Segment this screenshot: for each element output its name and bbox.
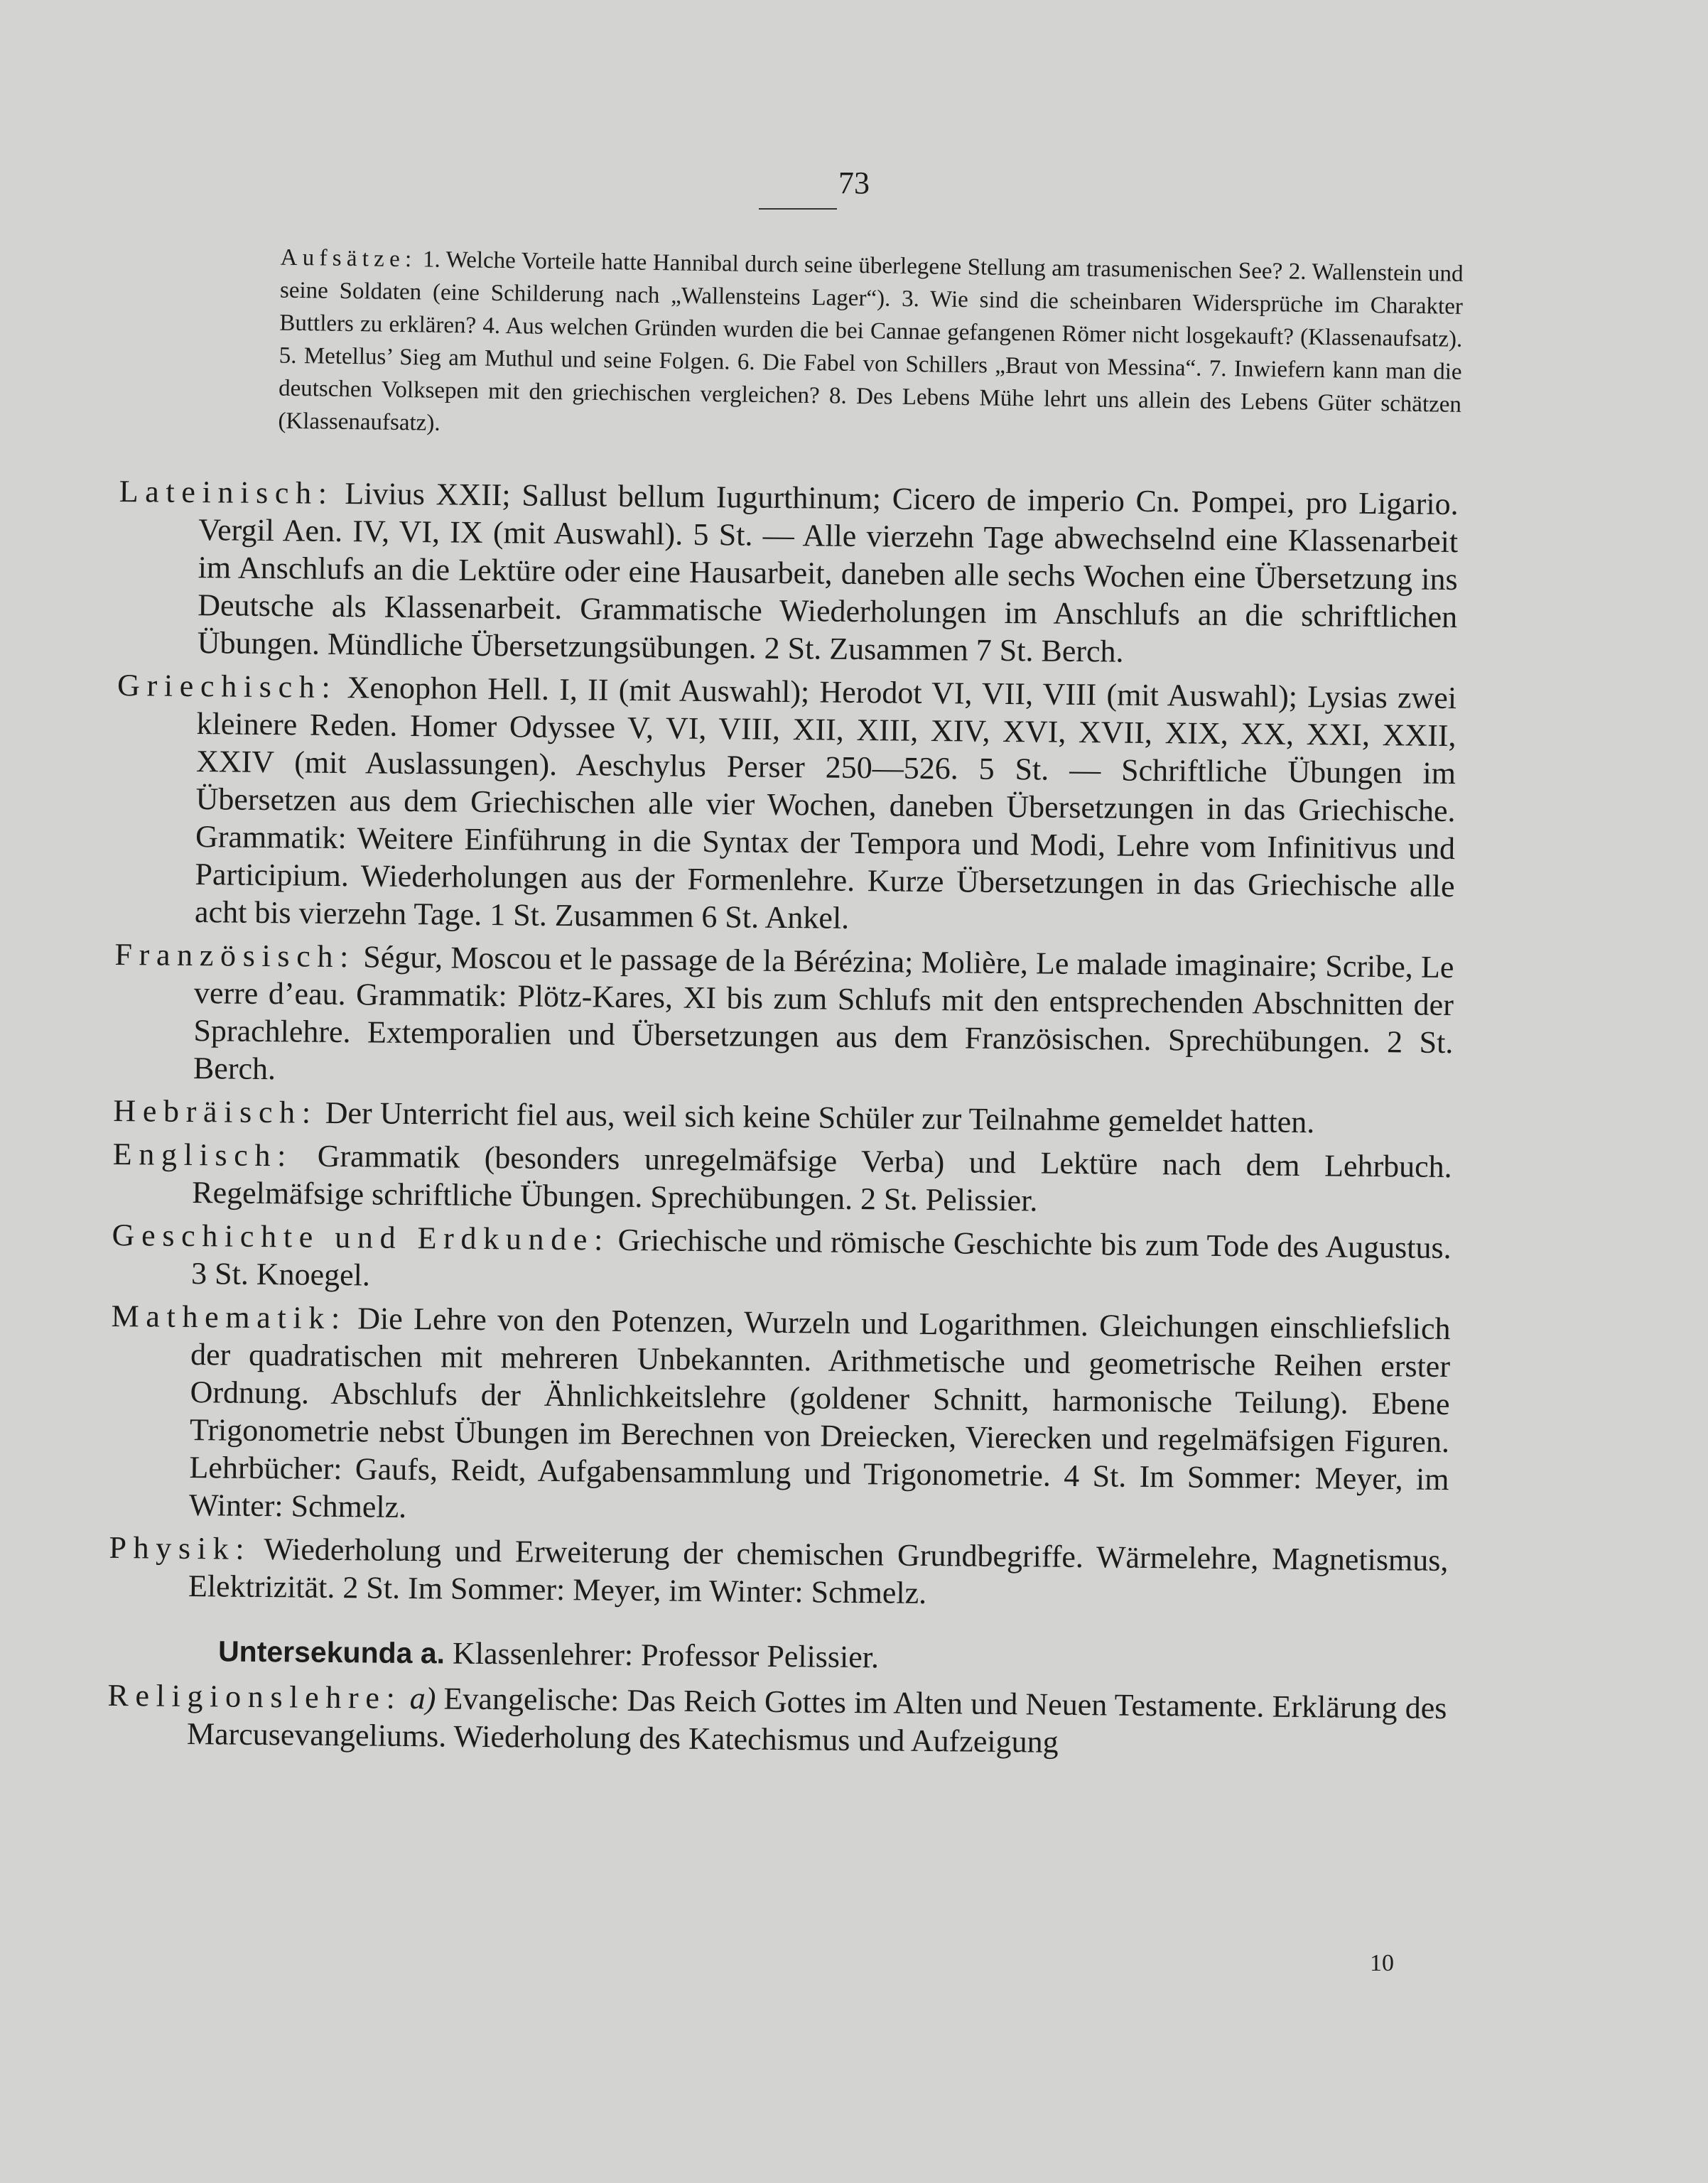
signature-mark: 10 [1370,1950,1394,1976]
subject-label: Hebräisch: [113,1093,318,1130]
subject-french [114,936,1454,1099]
subject-text: Xenophon Hell. I, II (mit Auswahl); Herodot VI, VII, VIII (mit Auswahl); Lysias zwei kleinere Reden. Homer Odyssee V, VI, VIII, XII, XIII, XIV, XVI, XVII, XIX, XX, XXI, XXII, XXIV (mit Auslassungen). Aeschylus Perser 250—526. 5 St. — Schriftliche Übungen im Übersetzen aus dem Griechischen alle vier Wochen, daneben Übersetzungen in das Griechische. Grammatik: Weitere Einführung in die Syntax der Tempora und Modi, Lehre vom Infinitivus und Participium. Wiederholungen aus der Formenlehre. Kurze Übersetzungen in das Griechische alle acht bis vierzehn Tage. 1 St. Zusammen 6 St. Ankel. [194,670,1457,936]
subject-label: Religionslehre: [107,1677,402,1716]
subject-hebrew [113,1092,1452,1142]
subject-text: Der Unterricht fiel aus, weil sich keine Schüler zur Teilnahme gemeldet hatten. [325,1095,1315,1140]
subject-mathematics [109,1297,1451,1536]
subject-text: Wiederholung und Erweiterung der chemischen Grundbegriffe. Wärmelehre, Magnetismus, Elektrizität. 2 St. Im Sommer: Meyer, im Winter: Schmelz. [188,1532,1449,1610]
subject-religion [107,1676,1447,1765]
essay-topics-label: Aufsätze: [280,244,417,273]
subject-text: Griechische und römische Geschichte bis zum Tode des Augustus. 3 St. Knoegel. [190,1222,1452,1293]
subject-greek [115,666,1456,943]
class-teacher: Klassenlehrer: Professor Pelissier. [452,1635,880,1675]
subject-latin [117,472,1458,673]
subject-text: Die Lehre von den Potenzen, Wurzeln und Logarithmen. Gleichungen einschliefslich der quadratischen mit mehreren Unbekannten. Arithmetische und geometrische Reihen erster Ordnung. Abschlufs der Ähnlichkeitslehre (goldener Schnitt, harmonische Teilung). Ebene Trigonometrie nebst Übungen im Berechnen von Dreiecken, Vierecken und regelmäfsigen Figuren. Lehrbücher: Gaufs, Reidt, Aufgabensammlung und Trigonometrie. 4 St. Im Sommer: Meyer, im Winter: Schmelz. [188,1301,1451,1524]
class-heading [108,1631,1447,1682]
essay-topics-text [196,240,1464,454]
subject-text: Grammatik (besonders unregelmäfsige Verba) und Lektüre nach dem Lehrbuch. Regelmäfsige schriftliche Übungen. Sprechübungen. 2 St. Pelissier. [192,1138,1452,1218]
subject-label: Französisch: [114,936,356,975]
main-text [107,472,1459,1770]
subject-english [112,1135,1452,1223]
subject-text: Evangelische: Das Reich Gottes im Alten und Neuen Testamente. Erklärung des Marcusevangeliums. Wiederholung des Katechismus und Aufzeigung [186,1681,1447,1760]
subject-label: Physik: [109,1529,252,1566]
subject-label: Lateinisch: [119,473,334,511]
subject-label: Griechisch: [117,667,337,705]
essay-topics-paragraph [196,240,1464,454]
subject-history-geography [112,1216,1452,1304]
subject-label: Geschichte und Erdkunde: [112,1217,610,1257]
subject-label: Mathematik: [111,1298,347,1336]
subject-label: Englisch: [112,1136,293,1174]
subject-text: Ségur, Moscou et le passage de la Bérézina; Molière, Le malade imaginaire; Scribe, Le verre d’eau. Grammatik: Plötz-Kares, XI bis zum Schlufs mit den entsprechenden Abschnitten der Sprachlehre. Extemporalien und Übersetzungen aus dem Französischen. Sprechübungen. 2 St. Berch. [193,939,1454,1087]
page-number: 73 [838,166,870,200]
page-number-rule [759,208,837,210]
class-title: Untersekunda a. [217,1635,445,1670]
subject-physics [109,1529,1449,1617]
essay-topics-body: 1. Welche Vorteile hatte Hannibal durch seine überlegene Stellung am trasumenischen See? 2. Wallenstein und seine Soldaten (eine Schilderung nach „Wallensteins Lager“). 3. Wie sind die scheinbaren Widersprüche im Charakter Buttlers zu erklären? 4. Aus welchen Gründen wurden die bei Cannae gefangenen Römer nicht losgekauft? (Klassenaufsatz). 5. Metellus’ Sieg am Muthul und seine Folgen. 6. Die Fabel von Schillers „Braut von Messina“. 7. Inwiefern kann man die deutschen Volksepen mit den griechischen vergleichen? 8. Des Lebens Mühe lehrt uns allein des Lebens Güter schätzen (Klassenaufsatz). [278,247,1464,436]
subject-marker: a) [409,1681,436,1716]
subject-text: Livius XXII; Sallust bellum Iugurthinum; Cicero de imperio Cn. Pompei, pro Ligario. Vergil Aen. IV, VI, IX (mit Auswahl). 5 St. — Alle vierzehn Tage abwechselnd eine Klassenarbeit im Anschlufs an die Lektüre oder eine Hausarbeit, daneben alle sechs Wochen eine Übersetzung ins Deutsche als Klassenarbeit. Grammatische Wiederholungen im Anschlufs an die schriftlichen Übungen. Mündliche Übersetzungsübungen. 2 St. Zusammen 7 St. Berch. [197,476,1459,669]
